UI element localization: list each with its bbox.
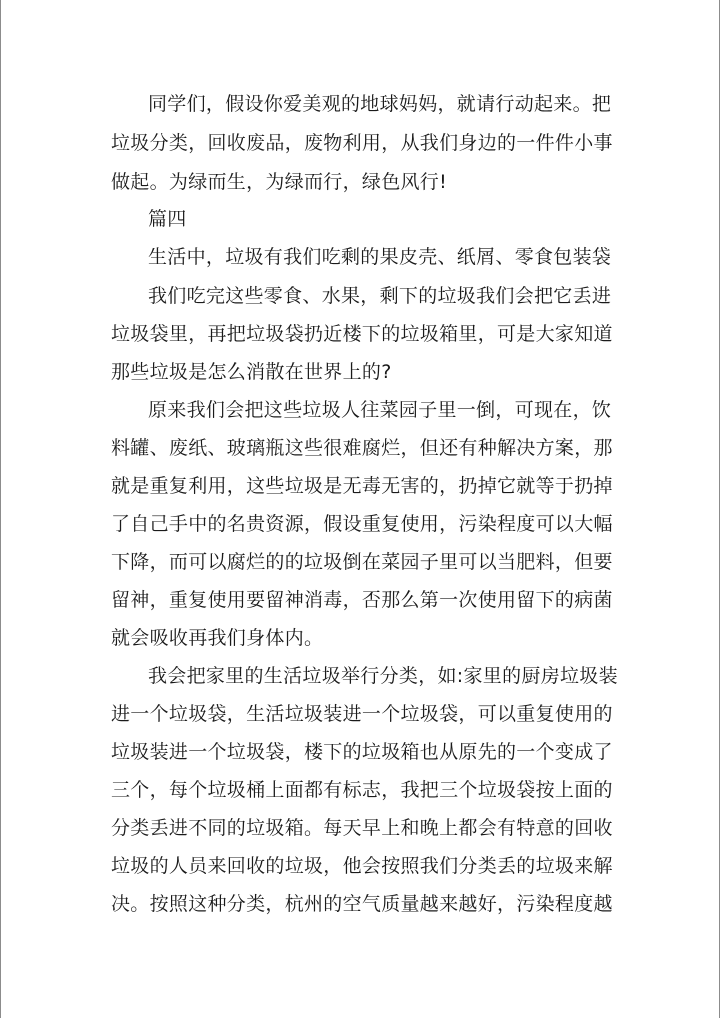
- text-line: 下降，而可以腐烂的的垃圾倒在菜园子里可以当肥料，但要: [111, 551, 613, 573]
- text-line: 我会把家里的生活垃圾举行分类，如:家里的厨房垃圾装: [148, 665, 618, 687]
- text-line: 料罐、废纸、玻璃瓶这些很难腐烂，但还有种解决方案，那: [111, 437, 613, 459]
- text-line: 了自己手中的名贵资源，假设重复使用，污染程度可以大幅: [111, 513, 613, 535]
- text-line: 垃圾的人员来回收的垃圾，他会按照我们分类丢的垃圾来解: [111, 855, 613, 877]
- text-line: 就是重复利用，这些垃圾是无毒无害的，扔掉它就等于扔掉: [111, 475, 613, 497]
- text-line: 做起。为绿而生，为绿而行，绿色风行!: [111, 171, 448, 193]
- text-line: 就会吸收再我们身体内。: [111, 627, 324, 649]
- text-line: 垃圾装进一个垃圾袋，楼下的垃圾箱也从原先的一个变成了: [111, 741, 613, 763]
- text-line: 原来我们会把这些垃圾人往菜园子里一倒，可现在，饮: [148, 399, 612, 421]
- text-line: 我们吃完这些零食、水果，剩下的垃圾我们会把它丢进: [148, 285, 612, 307]
- text-line: 垃圾分类，回收废品，废物利用，从我们身边的一件件小事: [111, 132, 613, 154]
- text-line: 决。按照这种分类，杭州的空气质量越来越好，污染程度越: [111, 893, 613, 915]
- text-line: 同学们，假设你爱美观的地球妈妈，就请行动起来。把: [148, 93, 612, 115]
- text-line: 三个，每个垃圾桶上面都有标志，我把三个垃圾袋按上面的: [111, 779, 613, 801]
- text-line: 生活中，垃圾有我们吃剩的果皮壳、纸屑、零食包装袋: [148, 246, 612, 268]
- text-line: 留神，重复使用要留神消毒，否那么第一次使用留下的病菌: [111, 589, 613, 611]
- text-line: 那些垃圾是怎么消散在世界上的?: [111, 361, 392, 383]
- text-line: 进一个垃圾袋，生活垃圾装进一个垃圾袋，可以重复使用的: [111, 703, 613, 725]
- text-line: 分类丢进不同的垃圾箱。每天早上和晚上都会有特意的回收: [111, 817, 613, 839]
- text-line: 垃圾袋里，再把垃圾袋扔近楼下的垃圾箱里，可是大家知道: [111, 323, 613, 345]
- section-heading: 篇四: [148, 208, 187, 230]
